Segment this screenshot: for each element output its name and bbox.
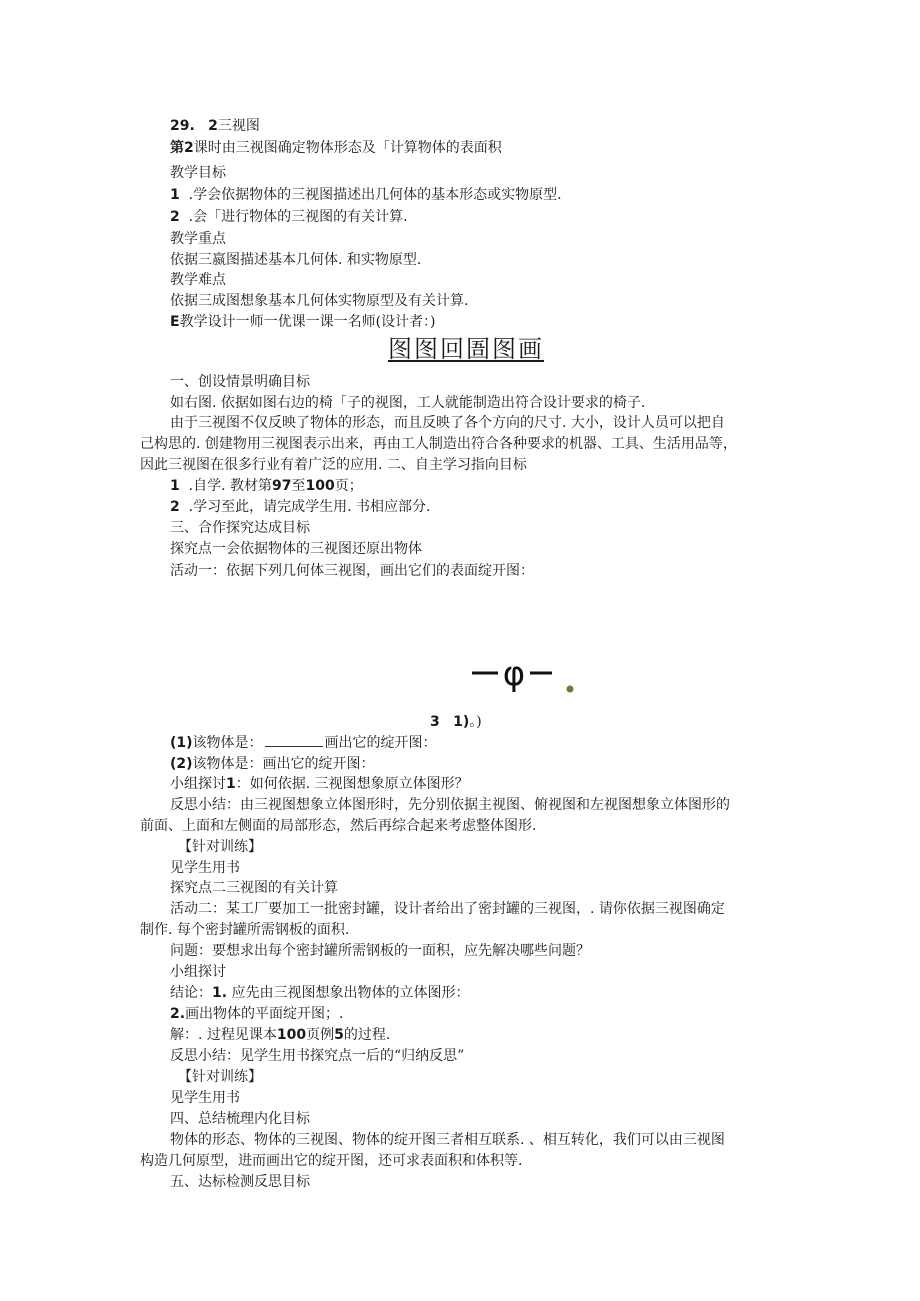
explore-point-1-title: 探究点一会依据物体的三视图还原出物体: [170, 541, 422, 557]
difficulties-text: 依据三成图想象基本几何体实物原型及有关计算.: [170, 293, 469, 309]
part1-paragraph-2-line-3: 因此三视图在很多行业有着广泛的应用. 二、自主学习指向目标: [140, 457, 527, 473]
targeted-training-2: 【针对训练】: [178, 1069, 262, 1085]
activity-2-line-2: 制作. 每个密封罐所需钢板的面积.: [140, 922, 350, 938]
objectives-heading: 教学目标: [170, 165, 226, 181]
activity-1-text: 活动一：依据下列几何体三视图，画出它们的表面绽开图：: [170, 563, 534, 579]
group-discussion-2: 小组探讨: [170, 964, 226, 980]
see-student-book-1: 见学生用书: [170, 860, 240, 876]
group-discussion-1: 小组探讨1：如何依据. 三视图想象原立体图形？: [170, 776, 469, 792]
lesson-title: 第2课时由三视图确定物体形态及「计算物体的表面积: [170, 140, 502, 156]
figure-caption: 3 1)。): [430, 714, 482, 730]
self-study-item-2: 2 .学习至此，请完成学生用. 书相应部分.: [170, 499, 431, 515]
designer-line: E教学设计一师一优课一课一名师(设计者：): [170, 314, 436, 330]
part1-paragraph-1: 如右图. 依据如图右边的椅「子的视图，工人就能制造出符合设计要求的椅子.: [170, 395, 646, 411]
phi-glyph: φ: [502, 655, 526, 694]
figure-dot: [567, 686, 574, 693]
activity-2-line-1: 活动二：某工厂要加工一批密封罐，设计者给出了密封罐的三视图，. 请你依据三视图确定: [170, 901, 725, 917]
question-2: (2)该物体是：画出它的绽开图：: [170, 756, 375, 772]
solution-line: 解：. 过程见课本100页例5的过程.: [170, 1027, 391, 1043]
difficulties-heading: 教学难点: [170, 272, 226, 288]
garbled-banner: 图图回圄图画: [388, 335, 544, 363]
part4-paragraph-line-2: 构造几何原型，进而画出它的绽开图，还可求表面积和体积等.: [140, 1153, 523, 1169]
objective-item-2: 2 .会「进行物体的三视图的有关计算.: [170, 209, 408, 225]
explore-point-2-title: 探究点二三视图的有关计算: [170, 880, 338, 896]
key-points-text: 依据三嬴图描述基本几何体. 和实物原型.: [170, 252, 422, 268]
part3-heading: 三、合作探究达成目标: [170, 520, 310, 536]
self-study-item-1: 1 .自学. 教材第97至100页；: [170, 478, 363, 494]
part1-paragraph-2-line-1: 由于三视图不仅反映了物体的形态，而且反映了各个方向的尺寸. 大小，设计人员可以把自: [170, 415, 725, 431]
targeted-training-1: 【针对训练】: [178, 839, 262, 855]
conclusion-line: 结论：1. 应先由三视图想象出物体的立体图形：: [170, 985, 470, 1001]
part4-paragraph-line-1: 物体的形态、物体的三视图、物体的绽开图三者相互联系. 、相互转化，我们可以由三视图: [170, 1132, 725, 1148]
answer-blank[interactable]: [265, 734, 323, 747]
question-text: 问题：要想求出每个密封罐所需钢板的一面积，应先解决哪些问题？: [170, 943, 590, 959]
reflection-line-2: 前面、上面和左侧面的局部形态，然后再综合起来考虑整体图形.: [140, 818, 537, 834]
see-student-book-2: 见学生用书: [170, 1090, 240, 1106]
part1-paragraph-2-line-2: 己构思的. 创建物用三视图表示出来，再由工人制造出符合各种要求的机器、工具、生活用品等，: [140, 436, 737, 452]
objective-item-1: 1 .学会依据物体的三视图描述出几何体的基本形态或实物原型.: [170, 187, 562, 203]
question-1: (1)该物体是： 画出它的绽开图：: [170, 735, 437, 751]
part1-heading: 一、创设情景明确目标: [170, 374, 310, 390]
section-heading: 29. 2三视图: [170, 118, 260, 134]
key-points-heading: 教学重点: [170, 231, 226, 247]
part5-heading: 五、达标检测反思目标: [170, 1174, 310, 1190]
conclusion-step-2: 2.画出物体的平面绽开图；.: [170, 1006, 344, 1022]
part4-heading: 四、总结梳理内化目标: [170, 1111, 310, 1127]
reflection-summary-2: 反思小结：见学生用书探究点一后的“归纳反思”: [170, 1048, 465, 1064]
reflection-line-1: 反思小结：由三视图想象立体图形时，先分别依据主视图、俯视图和左视图想象立体图形的: [170, 797, 730, 813]
three-view-figure: [470, 655, 590, 695]
